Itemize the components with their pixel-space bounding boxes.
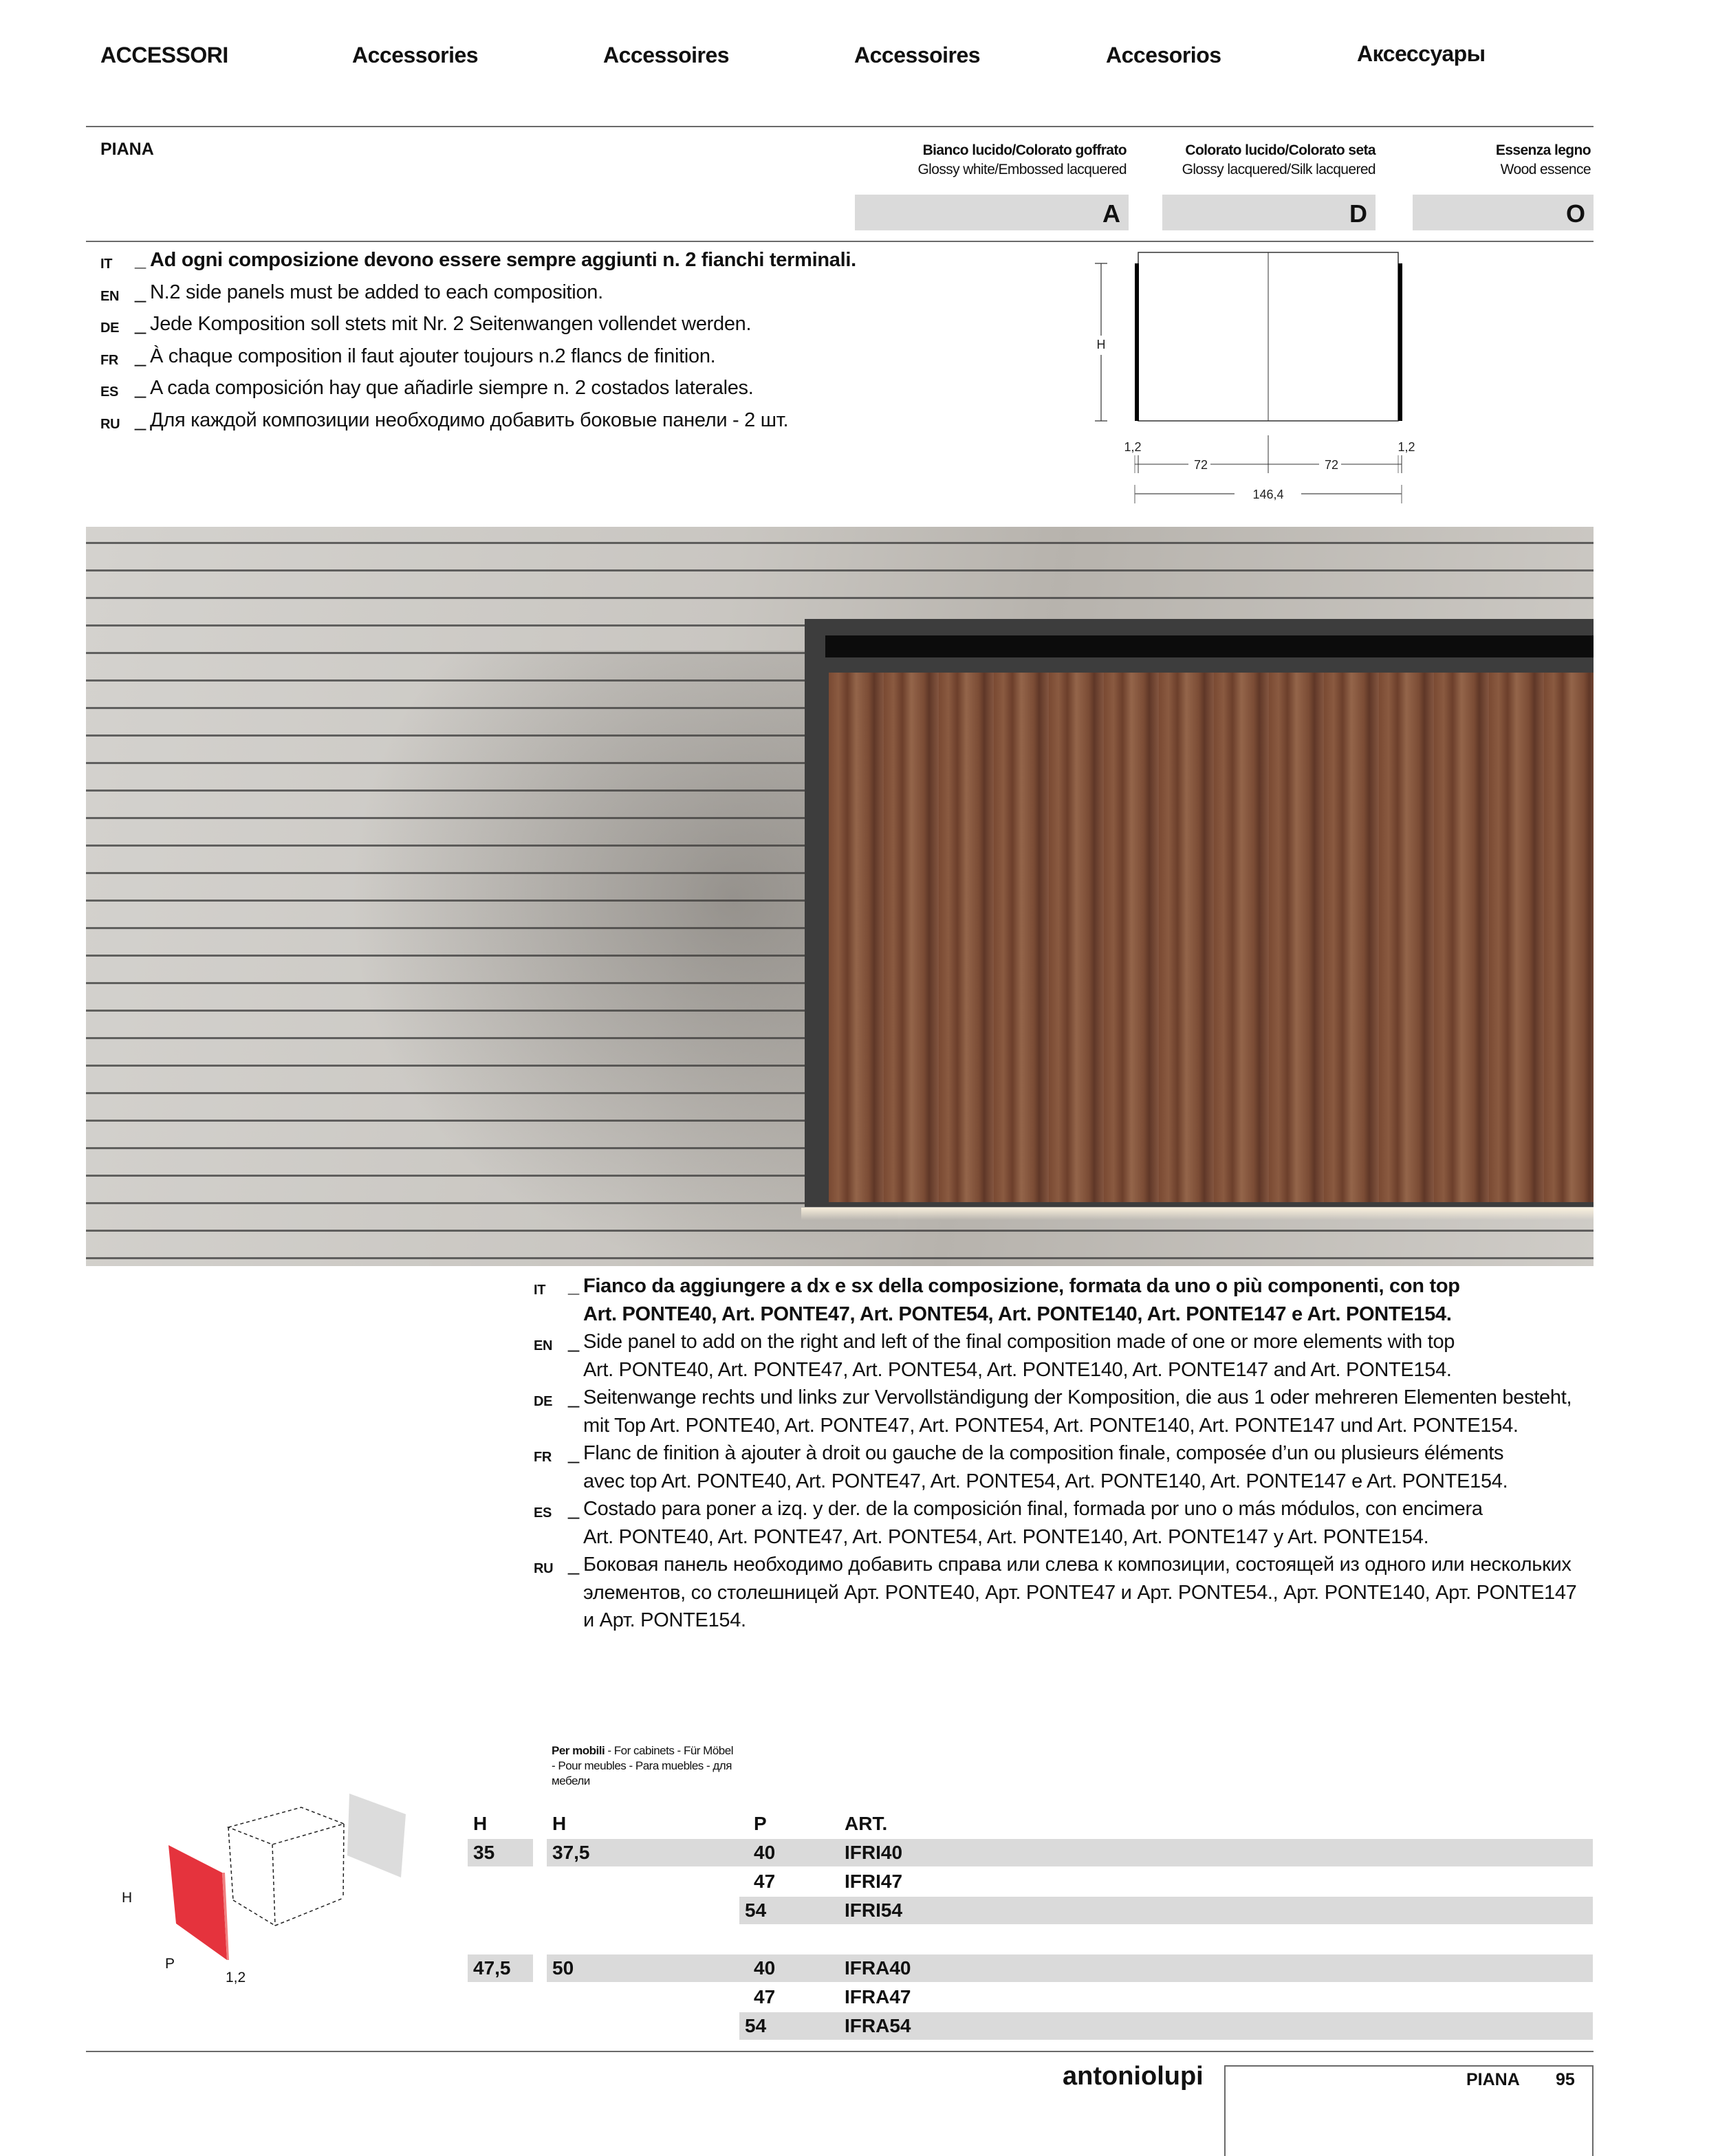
cell-art: IFRI54 xyxy=(845,1899,903,1921)
note-top xyxy=(100,246,926,438)
note-main-en xyxy=(534,1328,1607,1384)
finish-col-o xyxy=(1410,141,1591,179)
left-panel-thickness: 1,2 xyxy=(1124,440,1142,454)
footer-box xyxy=(1224,2065,1594,2156)
note-main-ru xyxy=(534,1551,1607,1635)
note-text xyxy=(583,1495,1607,1551)
col-header-h-panel: H xyxy=(473,1813,488,1834)
lang-code: DE xyxy=(100,320,120,336)
lang-separator: _ xyxy=(135,281,146,303)
note-line: Flanc de finition à ajouter à droit ou gauche de la composition finale, composée d’un ou plusieurs éléments xyxy=(583,1442,1504,1464)
col-header-art: ART. xyxy=(845,1813,888,1834)
lang-separator: _ xyxy=(568,1498,579,1520)
footer-divider xyxy=(86,2051,1594,2052)
header-title-it: ACCESSORI xyxy=(100,43,228,67)
note-line: Боковая панель необходимо добавить справа или слева к композиции, состоящей из одного или нескольких xyxy=(583,1554,1572,1576)
note-top-en xyxy=(100,279,926,311)
opposite-panel-shape xyxy=(347,1794,406,1877)
finish-d-it: Colorato lucido/Colorato seta xyxy=(1185,142,1376,158)
finish-o-it: Essenza legno xyxy=(1495,142,1591,158)
composition-drawing xyxy=(1087,241,1623,516)
finish-code-a: A xyxy=(855,195,1129,230)
finish-col-a xyxy=(853,141,1127,179)
total-width: 146,4 xyxy=(1252,488,1284,501)
finish-a-en: Glossy white/Embossed lacquered xyxy=(917,162,1127,177)
note-main-de xyxy=(534,1384,1607,1439)
finish-col-d xyxy=(1162,141,1376,179)
iso-height-label: H xyxy=(122,1890,133,1906)
lang-separator: _ xyxy=(135,313,146,335)
note-top-es xyxy=(100,374,926,406)
iso-depth-label: P xyxy=(165,1956,175,1972)
table-row xyxy=(468,1868,1593,1895)
cabinet-underlight xyxy=(801,1208,1594,1220)
note-line: Art. PONTE40, Art. PONTE47, Art. PONTE54, Art. PONTE140, Art. PONTE147 y Art. PONTE154. xyxy=(583,1525,1429,1548)
lang-code: IT xyxy=(534,1283,546,1298)
lang-code: FR xyxy=(100,352,119,368)
cabinet-top xyxy=(825,635,1594,657)
cell-h-panel: 47,5 xyxy=(468,1954,533,1982)
col-header-h-cabinet: H xyxy=(552,1813,567,1834)
note-text: Jede Komposition soll stets mit Nr. 2 Seitenwangen vollendet werden. xyxy=(150,313,752,335)
note-line: и Арт. PONTE154. xyxy=(583,1609,746,1631)
note-line: Art. PONTE40, Art. PONTE47, Art. PONTE54, Art. PONTE140, Art. PONTE147 e Art. PONTE154. xyxy=(583,1303,1452,1325)
lang-separator: _ xyxy=(135,377,146,399)
header-title-fr: Accessoires xyxy=(603,43,730,67)
cell-art: IFRI47 xyxy=(845,1871,903,1892)
note-text: À chaque composition il faut ajouter toujours n.2 flancs de finition. xyxy=(150,345,716,367)
note-text xyxy=(583,1272,1607,1328)
cell-p: 47 xyxy=(754,1871,776,1892)
per-mobili-caption xyxy=(552,1743,737,1789)
lang-separator: _ xyxy=(135,345,146,367)
per-mobili-bold: Per mobili xyxy=(552,1744,605,1757)
note-line: элементов, со столешницей Арт. PONTE40, Арт. PONTE47 и Арт. PONTE54., Арт. PONTE140, Арт. PONTE147 xyxy=(583,1581,1577,1604)
lang-code: ES xyxy=(534,1505,552,1521)
note-main-es xyxy=(534,1495,1607,1551)
cell-p: 40 xyxy=(754,1842,776,1863)
red-side-panel-shape xyxy=(168,1845,227,1960)
lang-code: ES xyxy=(100,384,119,400)
header-title-de: Accessoires xyxy=(854,43,981,67)
cell-p: 40 xyxy=(754,1957,776,1979)
cell-p: 54 xyxy=(739,1897,1593,1924)
lang-code: DE xyxy=(534,1394,553,1409)
lang-separator: _ xyxy=(568,1554,579,1576)
table-row xyxy=(468,1983,1593,2011)
note-text: N.2 side panels must be added to each composition. xyxy=(150,281,603,303)
note-line: Fianco da aggiungere a dx e sx della composizione, formata da uno o più componenti, con top xyxy=(583,1275,1460,1297)
finish-code-o: O xyxy=(1413,195,1594,230)
lang-code: EN xyxy=(100,288,120,304)
note-line: mit Top Art. PONTE40, Art. PONTE47, Art. PONTE54, Art. PONTE140, Art. PONTE147 und Art. PONTE154. xyxy=(583,1414,1519,1437)
right-module-width: 72 xyxy=(1324,458,1339,472)
table-row xyxy=(468,1839,1593,1866)
cell-art: IFRI40 xyxy=(845,1842,903,1863)
lang-separator: _ xyxy=(568,1275,579,1297)
note-main xyxy=(534,1272,1607,1635)
lang-code: FR xyxy=(534,1450,552,1465)
side-panel-iso-drawing xyxy=(96,1774,440,2001)
col-header-p: P xyxy=(754,1813,767,1834)
finish-d-en: Glossy lacquered/Silk lacquered xyxy=(1182,162,1376,177)
lang-code: IT xyxy=(100,257,113,272)
note-text: Ad ogni composizione devono essere sempre aggiunti n. 2 fianchi terminali. xyxy=(150,249,856,271)
note-line: Side panel to add on the right and left of the final composition made of one or more elements with top xyxy=(583,1331,1455,1353)
lang-code: RU xyxy=(100,416,120,432)
iso-thickness-label: 1,2 xyxy=(226,1970,246,1985)
lang-separator: _ xyxy=(135,409,146,431)
lang-separator: _ xyxy=(568,1442,579,1464)
note-top-ru xyxy=(100,406,926,439)
lang-separator: _ xyxy=(568,1386,579,1408)
note-text xyxy=(583,1551,1607,1635)
cell-h-panel: 35 xyxy=(468,1839,533,1866)
note-line: avec top Art. PONTE40, Art. PONTE47, Art. PONTE54, Art. PONTE140, Art. PONTE147 e Art. PONTE154. xyxy=(583,1470,1508,1492)
note-text: Для каждой композиции необходимо добавить боковые панели - 2 шт. xyxy=(150,409,789,431)
right-panel-thickness: 1,2 xyxy=(1398,440,1415,454)
note-main-it xyxy=(534,1272,1607,1328)
cell-p: 54 xyxy=(739,2012,1593,2040)
note-line: Costado para poner a izq. y der. de la composición final, formada por uno o más módulos, con encimera xyxy=(583,1498,1483,1520)
per-mobili-rest: - For cabinets - Für Möbel - Pour meubles - Para muebles - для мебели xyxy=(552,1744,733,1787)
note-text: A cada composición hay que añadirle siempre n. 2 costados laterales. xyxy=(150,377,754,399)
left-module-width: 72 xyxy=(1193,458,1208,472)
cell-h-cabinet: 50 xyxy=(547,1954,1593,1982)
note-line: Seitenwange rechts und links zur Vervollständigung der Komposition, die aus 1 oder mehreren Elementen besteht, xyxy=(583,1386,1572,1408)
top-divider xyxy=(86,126,1594,127)
note-text xyxy=(583,1328,1607,1384)
page-number: 95 xyxy=(1556,2070,1575,2089)
product-photo xyxy=(86,527,1594,1266)
note-main-fr xyxy=(534,1439,1607,1495)
cell-art: IFRA40 xyxy=(845,1957,911,1979)
brand-logo: antoniolupi xyxy=(1063,2062,1204,2091)
table-row xyxy=(468,1954,1593,1982)
note-line: Art. PONTE40, Art. PONTE47, Art. PONTE54, Art. PONTE140, Art. PONTE147 and Art. PONTE154. xyxy=(583,1358,1452,1381)
table-row xyxy=(468,1897,1593,1924)
cell-art: IFRA54 xyxy=(845,2015,911,2036)
table-row xyxy=(468,2012,1593,2040)
lang-separator: _ xyxy=(135,249,146,271)
drawing-height-label: H xyxy=(1096,338,1106,351)
header-title-ru: Аксессуары xyxy=(1357,41,1486,66)
table-header xyxy=(468,1810,1593,1838)
walnut-door xyxy=(829,673,1594,1202)
header-title-en: Accessories xyxy=(352,43,479,67)
finish-a-it: Bianco lucido/Colorato goffrato xyxy=(922,142,1127,158)
note-text xyxy=(583,1384,1607,1439)
lang-code: RU xyxy=(534,1561,554,1576)
note-top-it xyxy=(100,246,926,279)
note-top-de xyxy=(100,310,926,342)
cell-art: IFRA47 xyxy=(845,1986,911,2007)
section-label: PIANA xyxy=(100,140,154,159)
finish-o-en: Wood essence xyxy=(1500,162,1591,177)
note-text xyxy=(583,1439,1607,1495)
finish-code-d: D xyxy=(1162,195,1376,230)
lang-code: EN xyxy=(534,1338,553,1353)
lang-separator: _ xyxy=(568,1331,579,1353)
footer-section: PIANA xyxy=(1466,2070,1520,2089)
cell-h-cabinet: 37,5 xyxy=(547,1839,1593,1866)
note-top-fr xyxy=(100,342,926,375)
cell-p: 47 xyxy=(754,1986,776,2007)
header-title-es: Accesorios xyxy=(1106,43,1221,67)
